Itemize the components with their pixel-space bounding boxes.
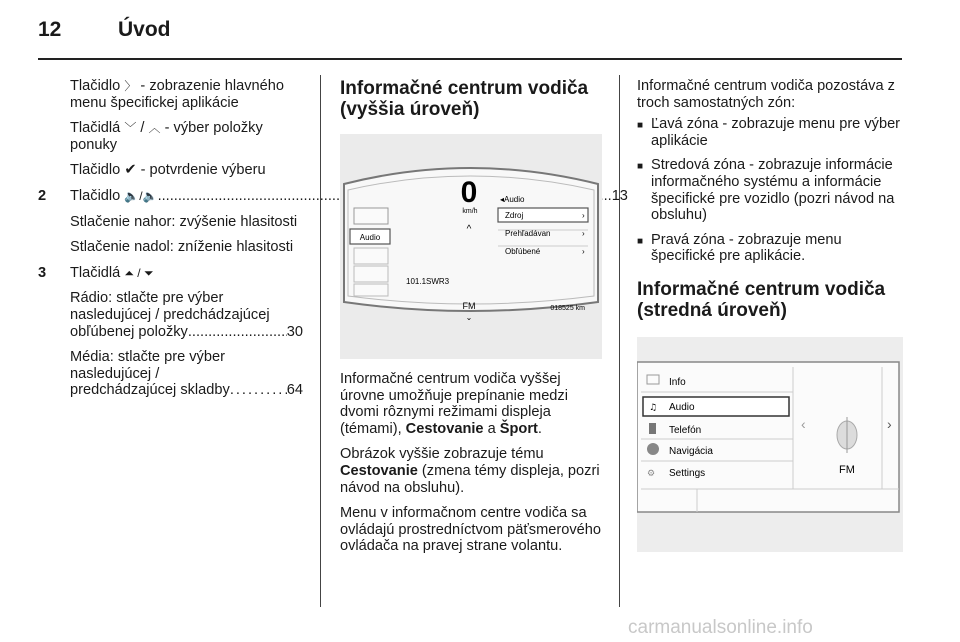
display-menu-item: Info	[669, 376, 686, 388]
display-photo	[340, 134, 602, 359]
page-number: 12	[38, 18, 62, 41]
svg-text:⚙: ⚙	[647, 468, 656, 479]
odometer: 018525 km	[550, 305, 585, 312]
speed-readout: 0	[460, 176, 478, 209]
display-menu-item: Navigácia	[669, 445, 713, 457]
chevron-up-icon: ︿	[148, 121, 161, 136]
svg-text:›: ›	[582, 229, 585, 238]
svg-text:♫: ♫	[649, 402, 658, 413]
band-label: FM	[839, 463, 855, 476]
seek-icon: ⏶ / ⏷	[124, 265, 154, 280]
page-title: Úvod	[118, 18, 171, 41]
section-heading: Informačné centrum vodiča (stredná úroveň)	[637, 278, 886, 321]
list-item: 3 Tlačidlá ⏶ / ⏷	[38, 264, 154, 281]
header-rule	[38, 58, 902, 60]
page-reference[interactable]: 64	[286, 382, 303, 399]
paragraph: Informačné centrum vodiča pozostáva z troch samostatných zón:	[637, 78, 895, 111]
band-label: FM	[462, 301, 476, 311]
paragraph: Média: stlačte pre výber nasledujúcej / predchádzajúcej skladby ..... 64	[38, 349, 303, 399]
menu-back-label: ◂Audio	[500, 195, 525, 204]
list-item: 2 Tlačidlo 🔈/🔈 ..... 13	[38, 188, 303, 205]
paragraph: Tlačidlo 〉 - zobrazenie hlavného menu špecifickej aplikácie	[70, 78, 285, 111]
column-middle	[340, 78, 602, 564]
paragraph: Stlačenie nahor: zvýšenie hlasitosti	[70, 213, 298, 230]
svg-text:›: ›	[887, 415, 892, 432]
paragraph: Rádio: stlačte pre výber nasledujúcej / predchádzajúcej obľúbenej položky ..... 30	[38, 290, 303, 340]
left-menu-label: Audio	[359, 233, 381, 242]
watermark: carmanualsonline.info	[628, 617, 813, 638]
svg-text:‹: ‹	[801, 415, 806, 432]
paragraph: Tlačidlo ✔ - potvrdenie výberu	[70, 162, 266, 179]
svg-text:›: ›	[582, 211, 585, 220]
bullet-item: ■ Ľavá zóna - zobrazuje menu pre výber aplikácie	[637, 116, 901, 149]
speed-unit: km/h	[462, 208, 478, 215]
page-reference[interactable]: 13	[611, 187, 628, 204]
chevron-right-icon: 〉	[124, 79, 137, 93]
paragraph: Informačné centrum vodiča vyššej úrovne umožňuje prepínanie medzi dvomi rôznymi režimami displeja (témami), Cestovanie a Šport.	[340, 371, 568, 437]
paragraph: Menu v informačnom centre vodiča sa ovládajú prostredníctvom päťsmerového ovládača na pravej strane volantu.	[340, 505, 601, 555]
column-separator	[320, 75, 321, 607]
chevron-down-icon: ﹀	[124, 121, 137, 136]
display-photo	[637, 337, 903, 552]
column-right	[637, 78, 903, 552]
display-menu-item: Settings	[669, 467, 706, 479]
figure-mid-level-display	[637, 337, 903, 552]
check-icon: ✔	[124, 162, 137, 179]
paragraph: Stlačenie nadol: zníženie hlasitosti	[70, 239, 294, 256]
volume-icon: 🔈/🔈	[124, 188, 158, 203]
menu-item: Prehľadávan	[505, 229, 551, 238]
bullet-item: ■ Pravá zóna - zobrazuje menu špecifické pre aplikácie.	[637, 231, 842, 265]
svg-text:›: ›	[582, 247, 585, 256]
svg-text:⌄: ⌄	[465, 313, 473, 322]
display-menu-item: Audio	[669, 401, 695, 413]
section-heading: Informačné centrum vodiča (vyššia úroveň)	[340, 78, 589, 120]
paragraph: Tlačidlá ﹀ / ︿ - výber položky ponuky	[70, 120, 263, 153]
display-menu-item: Telefón	[669, 424, 702, 436]
menu-item: Zdroj	[505, 211, 524, 220]
bullet-item: ■ Stredová zóna - zobrazuje informácie informačného systému a informácie špecifické pre vozidlo (pozri návod na obsluhu)	[637, 157, 895, 224]
svg-text:^: ^	[466, 224, 472, 235]
column-separator	[619, 75, 620, 607]
page-reference[interactable]: 30	[286, 323, 303, 340]
paragraph: Obrázok vyššie zobrazuje tému Cestovanie (zmena témy displeja, pozri návod na obsluhu).	[340, 446, 600, 496]
station-name: 101.1SWR3	[406, 277, 450, 286]
menu-item: Obľúbené	[505, 247, 541, 256]
figure-upper-level-display	[340, 134, 602, 359]
